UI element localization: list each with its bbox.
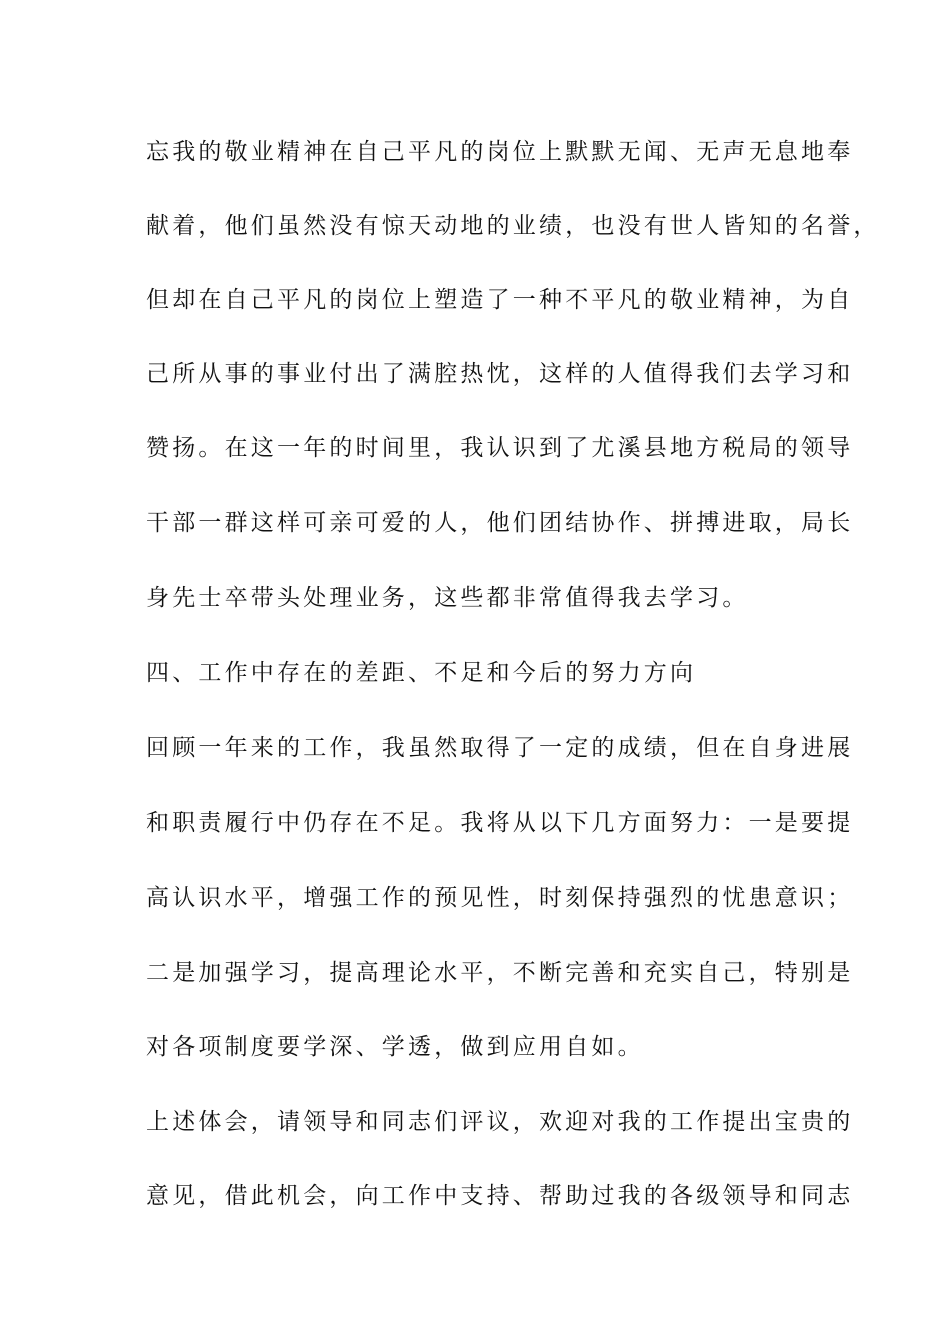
paragraph-line: 忘我的敬业精神在自己平凡的岗位上默默无闻、无声无息地奉 bbox=[146, 139, 854, 165]
paragraph-line: 高认识水平，增强工作的预见性，时刻保持强烈的忧患意识； bbox=[146, 885, 854, 911]
paragraph-line: 上述体会，请领导和同志们评议，欢迎对我的工作提出宝贵的 bbox=[146, 1109, 854, 1135]
paragraph-line: 献着，他们虽然没有惊天动地的业绩，也没有世人皆知的名誉， bbox=[146, 213, 880, 239]
paragraph-line: 干部一群这样可亲可爱的人，他们团结协作、拼搏进取，局长 bbox=[146, 510, 854, 536]
paragraph-line: 对各项制度要学深、学透，做到应用自如。 bbox=[146, 1034, 644, 1060]
paragraph-line: 己所从事的事业付出了满腔热忱，这样的人值得我们去学习和 bbox=[146, 361, 854, 387]
paragraph-line: 二是加强学习，提高理论水平，不断完善和充实自己，特别是 bbox=[146, 960, 854, 986]
paragraph-line: 和职责履行中仍存在不足。我将从以下几方面努力：一是要提 bbox=[146, 810, 854, 836]
paragraph-line: 但却在自己平凡的岗位上塑造了一种不平凡的敬业精神，为自 bbox=[146, 287, 854, 313]
section-heading: 四、工作中存在的差距、不足和今后的努力方向 bbox=[146, 660, 697, 686]
paragraph-line: 身先士卒带头处理业务，这些都非常值得我去学习。 bbox=[146, 585, 749, 611]
paragraph-line: 意见，借此机会，向工作中支持、帮助过我的各级领导和同志 bbox=[146, 1183, 854, 1209]
paragraph-line: 赞扬。在这一年的时间里，我认识到了尤溪县地方税局的领导 bbox=[146, 435, 854, 461]
paragraph-line: 回顾一年来的工作，我虽然取得了一定的成绩，但在自身进展 bbox=[146, 735, 854, 761]
